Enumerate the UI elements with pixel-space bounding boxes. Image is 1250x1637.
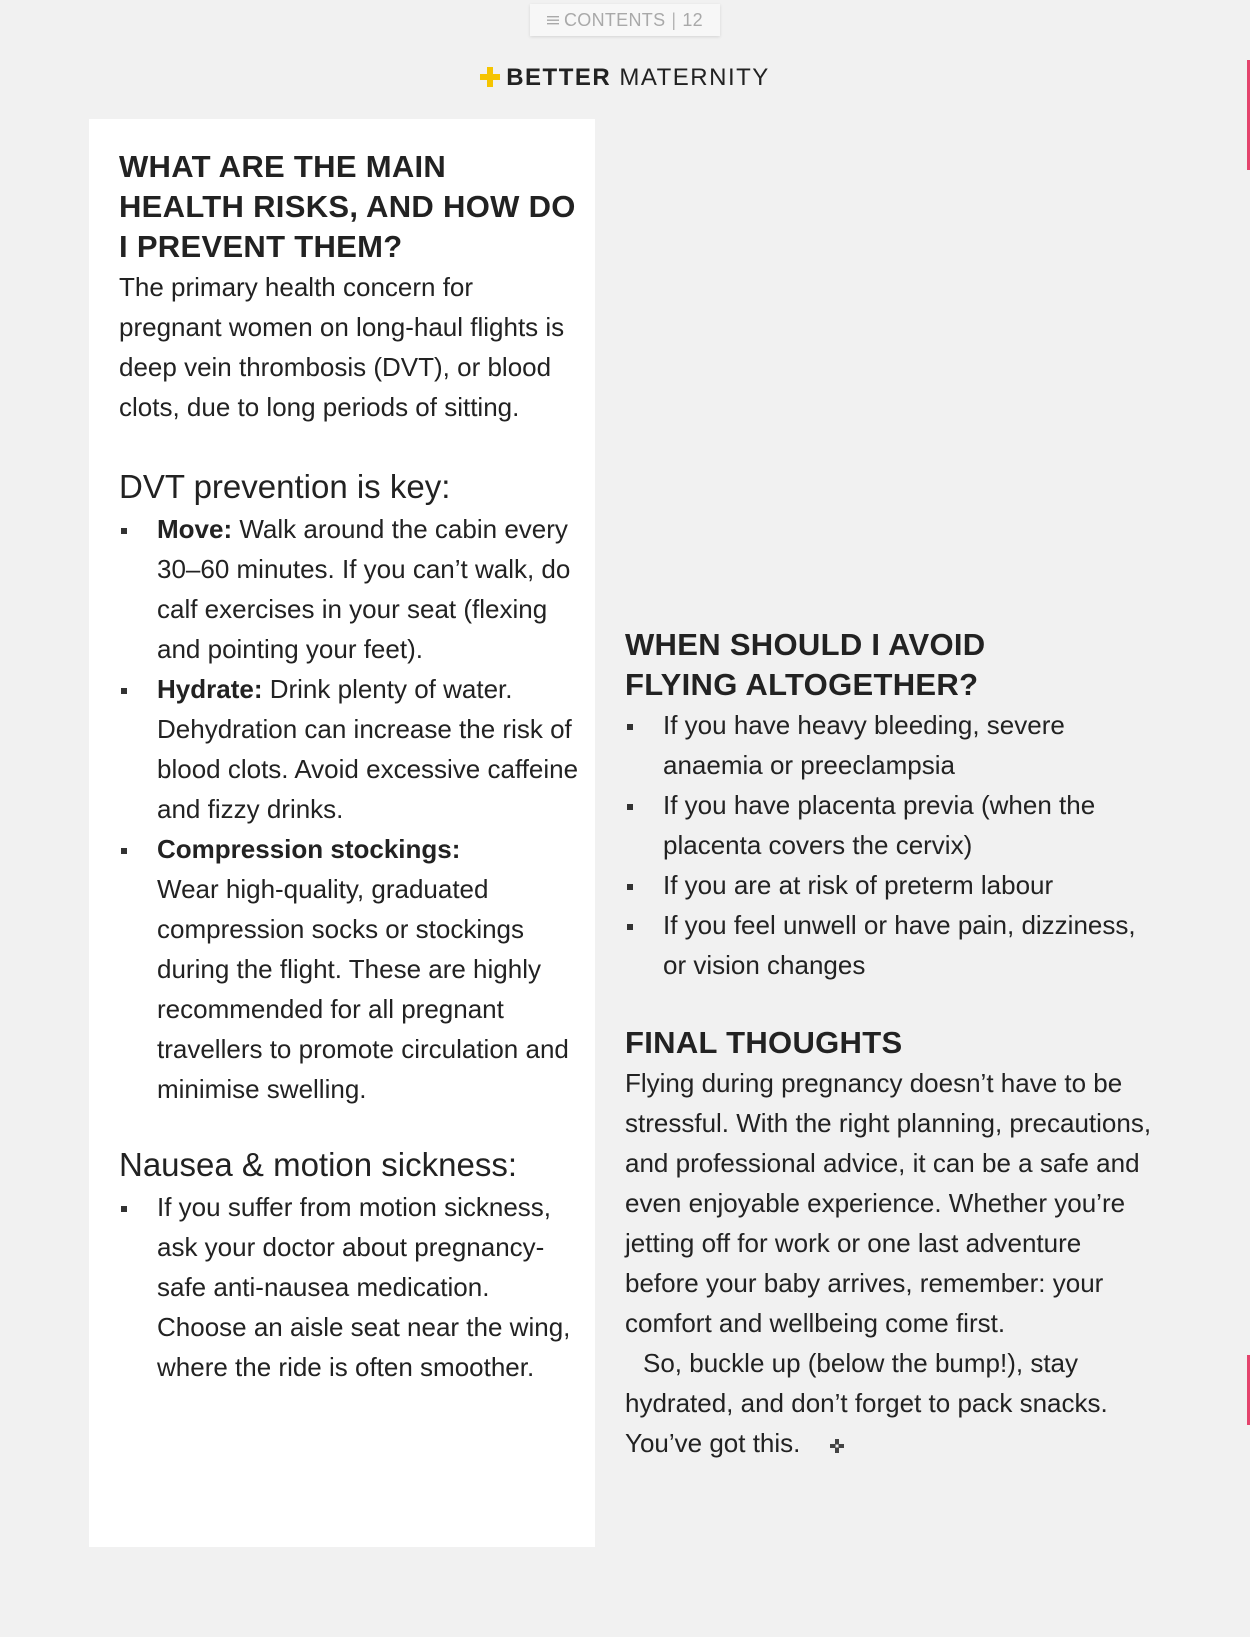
final-thoughts-paragraph: Flying during pregnancy doesn’t have to be stressful. With the right planning, precautions, and professional advice, it can be a safe and even enjoyable experience. Whether you’re jetting off for work or one last adventure before your baby arrives, remember: your comfort and wellbeing come first. (625, 1068, 1152, 1338)
plus-cross-icon (480, 66, 500, 94)
brand-word-better: BETTER (506, 64, 612, 91)
avoid-flying-list (625, 705, 1155, 985)
right-column (625, 625, 1155, 1464)
avoid-flying-heading: WHEN SHOULD I AVOID FLYING ALTOGETHER? (625, 627, 986, 702)
list-item: If you feel unwell or have pain, dizziness, or vision changes (625, 905, 1155, 985)
list-item-label: Compression stockings: (157, 834, 461, 864)
health-risks-heading: WHAT ARE THE MAIN HEALTH RISKS, AND HOW DO I PREVENT THEM? (119, 149, 576, 264)
list-item: If you are at risk of preterm labour (625, 865, 1155, 905)
list-item (119, 669, 579, 829)
page-number: 12 (682, 9, 703, 30)
list-item-label: Hydrate: (157, 674, 263, 704)
health-risks-intro: The primary health concern for pregnant women on long-haul flights is deep vein thrombosis (DVT), or blood clots, due to long periods of sitting. (119, 272, 565, 422)
final-thoughts-heading: FINAL THOUGHTS (625, 1025, 903, 1060)
dvt-prevention-heading: DVT prevention is key: (119, 468, 451, 505)
list-item: If you have heavy bleeding, severe anaemia or preeclampsia (625, 705, 1155, 785)
list-item-text: Drink plenty of water. Dehydration can increase the risk of blood clots. Avoid excessive caffeine and fizzy drinks. (157, 674, 579, 824)
list-item: If you have placenta previa (when the placenta covers the cervix) (625, 785, 1155, 865)
health-risks-panel (89, 119, 595, 1547)
list-item (119, 509, 579, 669)
list-item: If you suffer from motion sickness, ask your doctor about pregnancy-safe anti-nausea medication. Choose an aisle seat near the wing, where the ride is often smoother. (119, 1187, 579, 1387)
dvt-prevention-list (119, 509, 579, 1109)
list-item (119, 829, 579, 1109)
brand-word-maternity: MATERNITY (619, 64, 770, 91)
list-item-text: Wear high-quality, graduated compression socks or stockings during the flight. These are highly recommended for all pregnant travellers to promote circulation and minimise swelling. (157, 874, 569, 1104)
brand-header (0, 64, 1250, 94)
nausea-heading: Nausea & motion sickness: (119, 1146, 518, 1183)
list-item-text: Walk around the cabin every 30–60 minutes. If you can’t walk, do calf exercises in your seat (flexing and pointing your feet). (157, 514, 571, 664)
end-mark-icon (812, 1424, 844, 1464)
menu-icon (547, 10, 559, 31)
list-item-label: Move: (157, 514, 233, 544)
final-thoughts-closing (625, 1343, 1155, 1464)
contents-nav-button[interactable] (530, 4, 720, 36)
nausea-list (119, 1187, 579, 1387)
nav-divider: | (671, 9, 677, 30)
closing-text: So, buckle up (below the bump!), stay hydrated, and don’t forget to pack snacks. You’ve got this. (625, 1348, 1108, 1458)
contents-label: CONTENTS (563, 9, 666, 30)
